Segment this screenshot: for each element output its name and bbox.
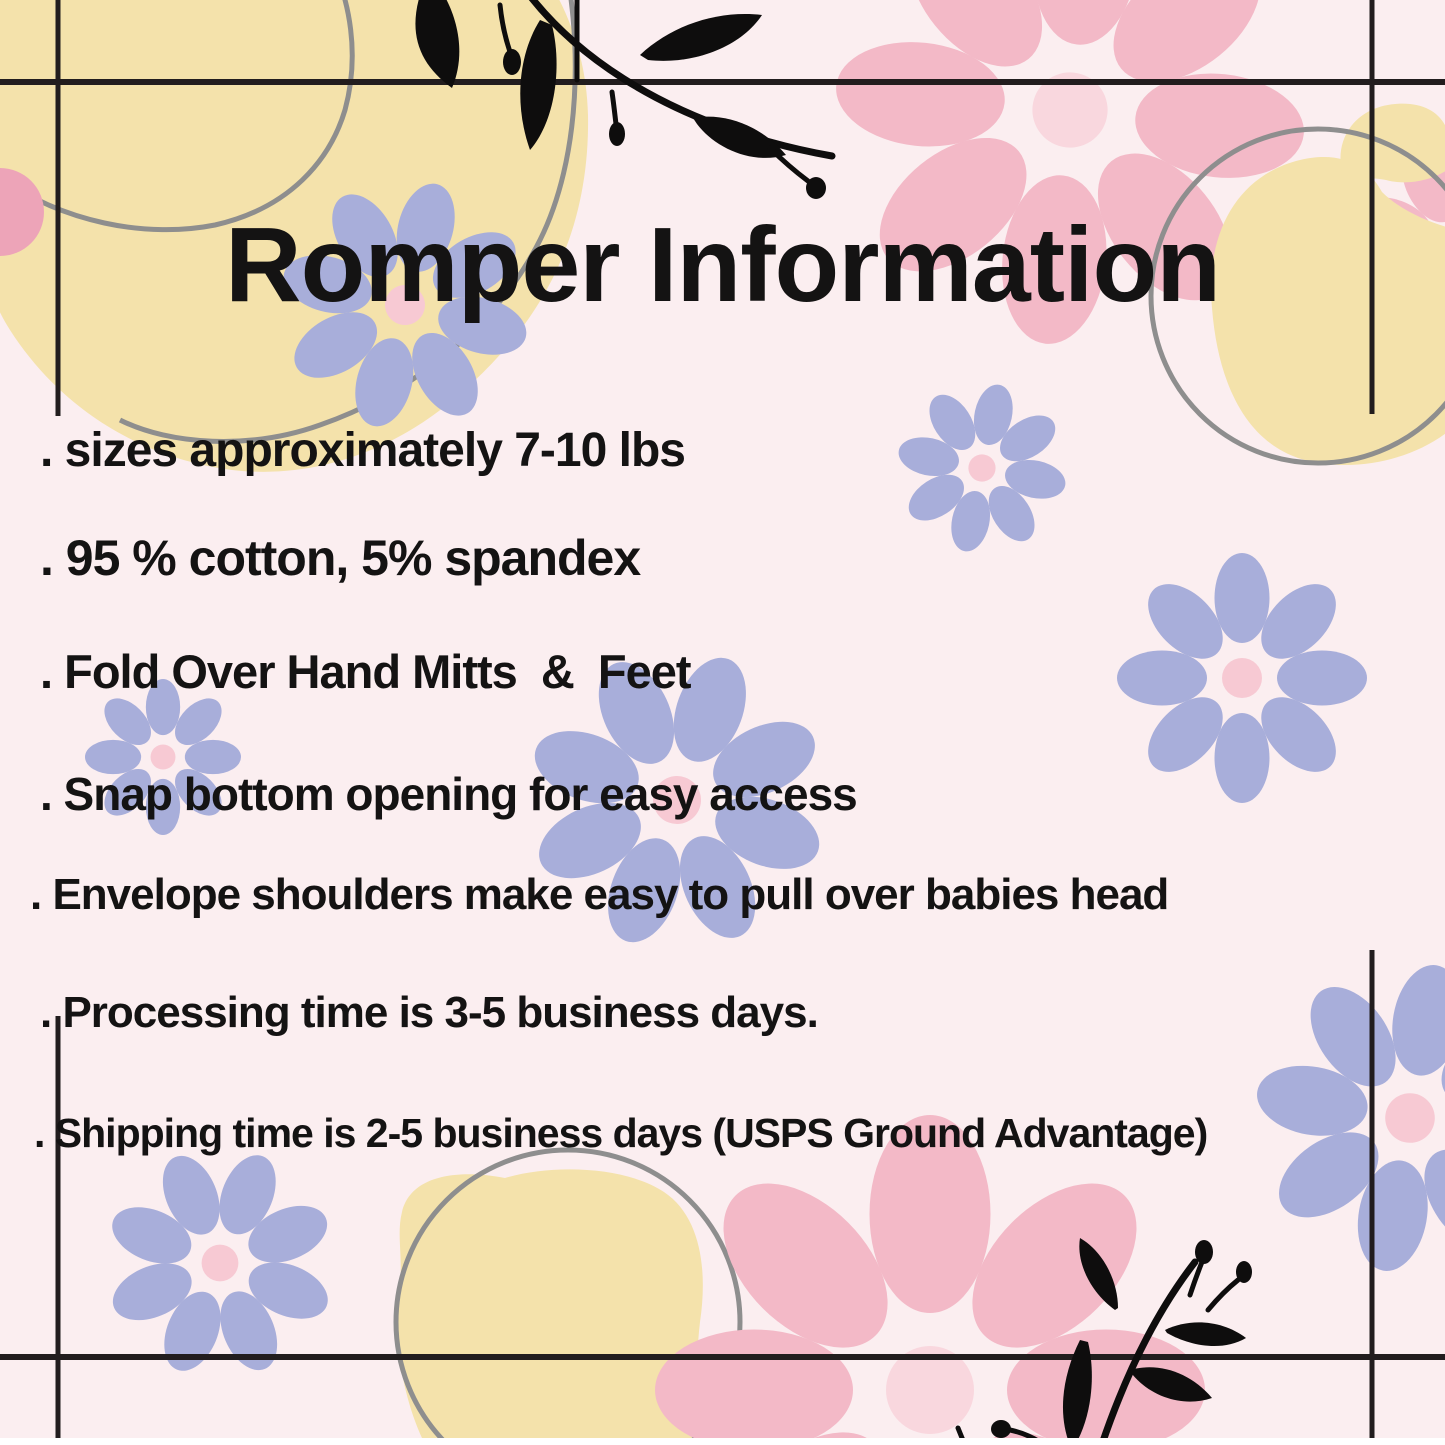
info-item-processing: . Processing time is 3-5 business days.	[40, 988, 818, 1037]
info-item-snaps: . Snap bottom opening for easy access	[40, 768, 857, 820]
blue-daisy-right	[1117, 553, 1367, 803]
yellow-blob-bottom	[397, 1169, 703, 1445]
page-title: Romper Information	[225, 206, 1220, 324]
bottom-white-strip	[0, 1438, 1445, 1445]
info-item-mitts: . Fold Over Hand Mitts & Feet	[40, 645, 691, 698]
info-item-shoulders: . Envelope shoulders make easy to pull over babies head	[30, 870, 1169, 919]
blue-daisy-bottom-left	[70, 1113, 369, 1412]
blue-daisy-small-right	[881, 367, 1083, 569]
blue-daisy-bottom-right	[1230, 938, 1445, 1297]
info-item-fabric: . 95 % cotton, 5% spandex	[40, 530, 641, 586]
info-item-sizes: . sizes approximately 7-10 lbs	[40, 424, 685, 477]
info-item-shipping: . Shipping time is 2-5 business days (USPS Ground Advantage)	[34, 1110, 1208, 1156]
